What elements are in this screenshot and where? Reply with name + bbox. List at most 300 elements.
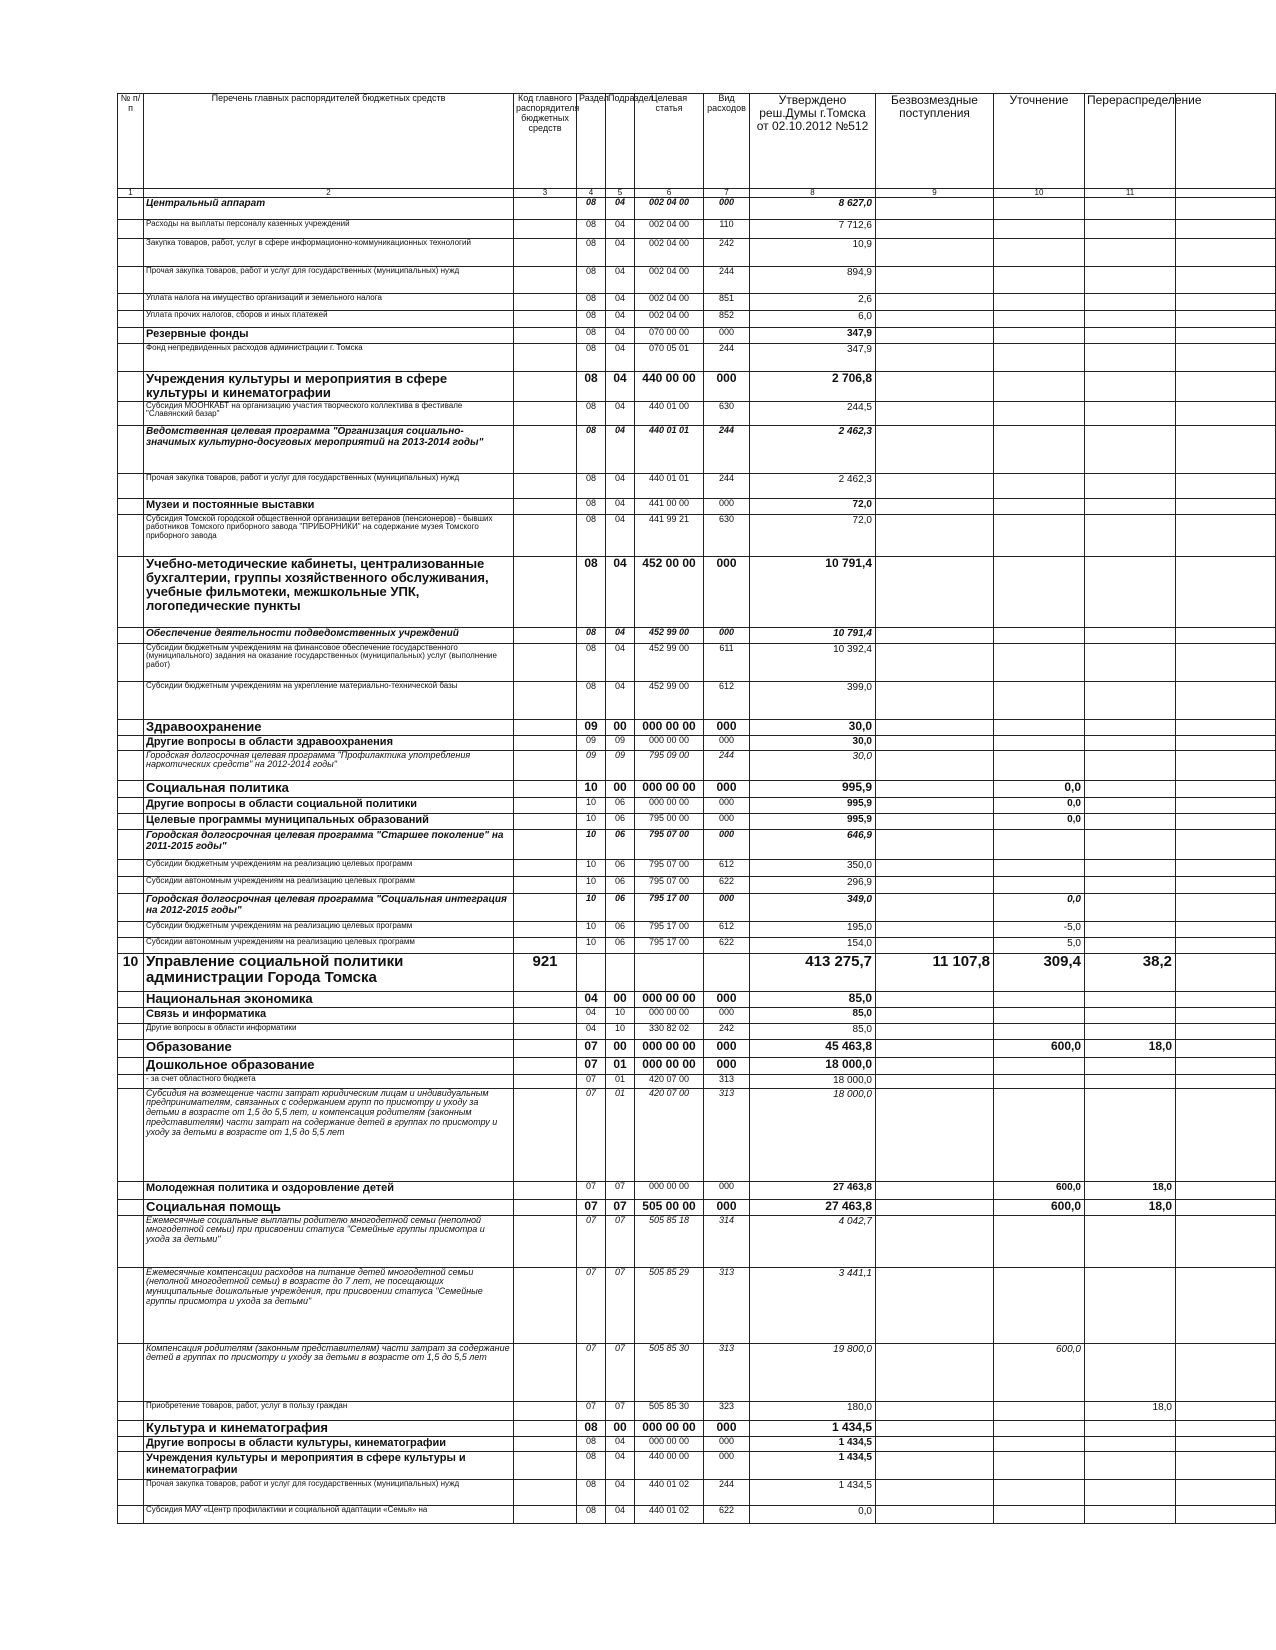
row-clarify <box>994 1074 1085 1088</box>
row-redistr <box>1085 921 1176 937</box>
row-redistr <box>1085 735 1176 750</box>
row-number <box>118 876 144 893</box>
row-code <box>514 750 577 780</box>
row-free <box>876 893 994 921</box>
row-target: 505 00 00 <box>635 1199 704 1215</box>
row-target: 440 01 01 <box>635 425 704 473</box>
row-free <box>876 735 994 750</box>
row-number <box>118 514 144 556</box>
row-podrazdel: 00 <box>606 991 635 1007</box>
row-free <box>876 1479 994 1505</box>
table-row <box>118 311 1276 328</box>
row-clarify: 0,0 <box>994 813 1085 829</box>
row-target: 420 07 00 <box>635 1074 704 1088</box>
row-code <box>514 1039 577 1057</box>
row-number <box>118 328 144 344</box>
row-name: Резервные фонды <box>144 328 514 344</box>
row-number <box>118 627 144 643</box>
row-razdel: 08 <box>577 1420 606 1436</box>
row-vid: 000 <box>704 735 750 750</box>
row-free <box>876 1215 994 1267</box>
row-approved: 244,5 <box>750 401 876 425</box>
row-code <box>514 1479 577 1505</box>
header-redistr: Перераспределение <box>1085 94 1176 189</box>
row-podrazdel: 07 <box>606 1343 635 1401</box>
row-podrazdel: 09 <box>606 750 635 780</box>
row-free <box>876 937 994 953</box>
row-name: Музеи и постоянные выставки <box>144 498 514 514</box>
row-extra <box>1176 750 1276 780</box>
row-razdel: 07 <box>577 1039 606 1057</box>
row-extra <box>1176 1023 1276 1039</box>
row-name: Закупка товаров, работ, услуг в сфере информационно-коммуникационных технологий <box>144 239 514 267</box>
row-approved: 2 462,3 <box>750 425 876 473</box>
table-row <box>118 813 1276 829</box>
row-name: Социальная помощь <box>144 1199 514 1215</box>
row-code <box>514 1401 577 1420</box>
row-extra <box>1176 1479 1276 1505</box>
row-redistr <box>1085 425 1176 473</box>
row-name: Фонд непредвиденных расходов администрации г. Томска <box>144 344 514 372</box>
row-razdel <box>577 953 606 991</box>
row-extra <box>1176 797 1276 813</box>
table-row <box>118 328 1276 344</box>
col-number: 3 <box>514 189 577 198</box>
row-clarify <box>994 498 1085 514</box>
row-number <box>118 239 144 267</box>
row-free <box>876 498 994 514</box>
row-redistr <box>1085 780 1176 797</box>
table-row <box>118 643 1276 681</box>
row-approved: 3 441,1 <box>750 1267 876 1343</box>
row-target: 440 00 00 <box>635 372 704 402</box>
row-code <box>514 1074 577 1088</box>
row-number <box>118 1479 144 1505</box>
row-redistr <box>1085 1505 1176 1523</box>
row-name: Дошкольное образование <box>144 1057 514 1074</box>
row-vid: 000 <box>704 627 750 643</box>
row-target: 440 01 02 <box>635 1505 704 1523</box>
table-row <box>118 1436 1276 1451</box>
row-extra <box>1176 425 1276 473</box>
row-target: 000 00 00 <box>635 991 704 1007</box>
row-code <box>514 473 577 498</box>
row-approved: 347,9 <box>750 328 876 344</box>
row-razdel: 07 <box>577 1343 606 1401</box>
row-name: Компенсация родителям (законным представителям) части затрат за содержание детей в группах по присмотру и уходу за детьми в возрасте от 1,5 до 5,5 лет <box>144 1343 514 1401</box>
table-row <box>118 921 1276 937</box>
row-clarify <box>994 556 1085 627</box>
row-redistr <box>1085 473 1176 498</box>
row-podrazdel: 10 <box>606 1023 635 1039</box>
row-podrazdel: 06 <box>606 921 635 937</box>
row-razdel: 07 <box>577 1181 606 1199</box>
row-vid: 000 <box>704 1436 750 1451</box>
row-code <box>514 921 577 937</box>
row-clarify: 5,0 <box>994 937 1085 953</box>
row-clarify <box>994 1479 1085 1505</box>
row-clarify <box>994 220 1085 239</box>
table-row <box>118 1505 1276 1523</box>
row-free <box>876 859 994 876</box>
row-code <box>514 344 577 372</box>
row-extra <box>1176 311 1276 328</box>
row-clarify <box>994 198 1085 220</box>
row-podrazdel: 04 <box>606 556 635 627</box>
row-code <box>514 643 577 681</box>
row-podrazdel: 00 <box>606 1420 635 1436</box>
row-approved: 180,0 <box>750 1401 876 1420</box>
row-approved: 27 463,8 <box>750 1199 876 1215</box>
row-clarify <box>994 1023 1085 1039</box>
row-clarify <box>994 311 1085 328</box>
row-target: 000 00 00 <box>635 1436 704 1451</box>
row-extra <box>1176 1199 1276 1215</box>
row-number <box>118 556 144 627</box>
row-redistr: 18,0 <box>1085 1181 1176 1199</box>
row-podrazdel: 07 <box>606 1267 635 1343</box>
row-vid: 000 <box>704 1039 750 1057</box>
row-name: Ведомственная целевая программа "Организация социально-значимых культурно-досуговых мероприятий на 2013-2014 годы" <box>144 425 514 473</box>
row-vid: 244 <box>704 425 750 473</box>
row-extra <box>1176 1343 1276 1401</box>
row-redistr <box>1085 328 1176 344</box>
row-target: 505 85 29 <box>635 1267 704 1343</box>
row-vid: 000 <box>704 893 750 921</box>
row-razdel: 08 <box>577 239 606 267</box>
header-code: Код главного распорядителя бюджетных средств <box>514 94 577 189</box>
row-redistr <box>1085 719 1176 735</box>
row-clarify <box>994 1215 1085 1267</box>
row-approved: 399,0 <box>750 681 876 719</box>
row-approved: 19 800,0 <box>750 1343 876 1401</box>
row-target: 000 00 00 <box>635 780 704 797</box>
row-razdel: 08 <box>577 267 606 294</box>
row-approved: 0,0 <box>750 1505 876 1523</box>
row-razdel: 10 <box>577 813 606 829</box>
row-clarify <box>994 719 1085 735</box>
row-extra <box>1176 1074 1276 1088</box>
row-name: Молодежная политика и оздоровление детей <box>144 1181 514 1199</box>
row-clarify: 600,0 <box>994 1199 1085 1215</box>
row-redistr <box>1085 1023 1176 1039</box>
row-vid: 313 <box>704 1088 750 1181</box>
row-code <box>514 829 577 859</box>
row-code <box>514 1451 577 1479</box>
header-name: Перечень главных распорядителей бюджетных средств <box>144 94 514 189</box>
row-target: 002 04 00 <box>635 198 704 220</box>
row-redistr: 18,0 <box>1085 1401 1176 1420</box>
row-target: 440 00 00 <box>635 1451 704 1479</box>
row-free <box>876 627 994 643</box>
row-number <box>118 1420 144 1436</box>
table-row <box>118 401 1276 425</box>
row-razdel: 08 <box>577 294 606 311</box>
row-free <box>876 1088 994 1181</box>
row-number <box>118 1007 144 1023</box>
row-approved: 27 463,8 <box>750 1181 876 1199</box>
table-row <box>118 473 1276 498</box>
row-number <box>118 813 144 829</box>
row-redistr: 18,0 <box>1085 1039 1176 1057</box>
row-number <box>118 780 144 797</box>
row-approved: 2,6 <box>750 294 876 311</box>
row-name: Субсидии бюджетным учреждениям на финансовое обеспечение государственного (муниципального) задания на оказание государственных (муниципальных) услуг (выполнение работ) <box>144 643 514 681</box>
row-number <box>118 498 144 514</box>
row-vid: 242 <box>704 239 750 267</box>
row-extra <box>1176 921 1276 937</box>
row-vid: 313 <box>704 1343 750 1401</box>
row-vid: 244 <box>704 750 750 780</box>
row-razdel: 08 <box>577 328 606 344</box>
row-target: 795 17 00 <box>635 893 704 921</box>
row-podrazdel: 00 <box>606 1039 635 1057</box>
row-vid: 000 <box>704 1007 750 1023</box>
row-name: Управление социальной политики администрации Города Томска <box>144 953 514 991</box>
row-free <box>876 372 994 402</box>
row-free <box>876 344 994 372</box>
row-free <box>876 425 994 473</box>
row-code <box>514 372 577 402</box>
table-row <box>118 1479 1276 1505</box>
row-name: Городская долгосрочная целевая программа "Профилактика употребления наркотических средств" на 2012-2014 годы" <box>144 750 514 780</box>
row-number <box>118 893 144 921</box>
row-free <box>876 239 994 267</box>
row-clarify: 309,4 <box>994 953 1085 991</box>
row-free <box>876 780 994 797</box>
row-vid: 630 <box>704 514 750 556</box>
row-extra <box>1176 1215 1276 1267</box>
row-name: Здравоохранение <box>144 719 514 735</box>
row-extra <box>1176 1420 1276 1436</box>
row-approved: 1 434,5 <box>750 1451 876 1479</box>
row-podrazdel: 04 <box>606 220 635 239</box>
row-vid: 612 <box>704 921 750 937</box>
row-code: 921 <box>514 953 577 991</box>
row-code <box>514 425 577 473</box>
row-redistr <box>1085 220 1176 239</box>
row-razdel: 09 <box>577 719 606 735</box>
row-free <box>876 1057 994 1074</box>
row-target: 505 85 30 <box>635 1401 704 1420</box>
row-number <box>118 1039 144 1057</box>
header-extra <box>1176 94 1276 189</box>
row-name: Связь и информатика <box>144 1007 514 1023</box>
row-name: Социальная политика <box>144 780 514 797</box>
row-vid: 000 <box>704 1057 750 1074</box>
row-number <box>118 311 144 328</box>
row-name: Субсидии автономным учреждениям на реализацию целевых программ <box>144 876 514 893</box>
row-code <box>514 1088 577 1181</box>
budget-table <box>117 93 1276 1524</box>
row-number <box>118 719 144 735</box>
row-approved: 8 627,0 <box>750 198 876 220</box>
row-vid: 622 <box>704 937 750 953</box>
row-vid: 000 <box>704 498 750 514</box>
row-extra <box>1176 643 1276 681</box>
row-code <box>514 311 577 328</box>
row-extra <box>1176 239 1276 267</box>
row-number <box>118 1436 144 1451</box>
row-approved: 18 000,0 <box>750 1088 876 1181</box>
row-code <box>514 556 577 627</box>
row-redistr <box>1085 311 1176 328</box>
row-clarify <box>994 473 1085 498</box>
table-row <box>118 953 1276 991</box>
table-row <box>118 1401 1276 1420</box>
table-row <box>118 797 1276 813</box>
row-number <box>118 1199 144 1215</box>
row-code <box>514 239 577 267</box>
row-target: 070 00 00 <box>635 328 704 344</box>
row-redistr <box>1085 498 1176 514</box>
row-number <box>118 937 144 953</box>
row-free <box>876 311 994 328</box>
row-approved: 85,0 <box>750 1023 876 1039</box>
row-target: 002 04 00 <box>635 239 704 267</box>
row-podrazdel: 04 <box>606 328 635 344</box>
row-redistr <box>1085 344 1176 372</box>
row-redistr <box>1085 401 1176 425</box>
row-target: 000 00 00 <box>635 1007 704 1023</box>
row-number <box>118 198 144 220</box>
row-vid: 622 <box>704 876 750 893</box>
row-target: 000 00 00 <box>635 1057 704 1074</box>
row-razdel: 10 <box>577 829 606 859</box>
table-row <box>118 294 1276 311</box>
row-name: Субсидии автономным учреждениям на реализацию целевых программ <box>144 937 514 953</box>
column-number-row <box>118 189 1276 198</box>
row-number <box>118 643 144 681</box>
row-clarify <box>994 401 1085 425</box>
row-free <box>876 797 994 813</box>
row-razdel: 08 <box>577 198 606 220</box>
row-number <box>118 735 144 750</box>
row-approved: 7 712,6 <box>750 220 876 239</box>
row-podrazdel <box>606 953 635 991</box>
budget-table-sheet <box>117 93 1275 1650</box>
row-redistr <box>1085 991 1176 1007</box>
row-approved: 995,9 <box>750 780 876 797</box>
row-razdel: 07 <box>577 1199 606 1215</box>
row-name: Расходы на выплаты персоналу казенных учреждений <box>144 220 514 239</box>
row-number <box>118 294 144 311</box>
row-free <box>876 1199 994 1215</box>
row-target: 070 05 01 <box>635 344 704 372</box>
row-podrazdel: 06 <box>606 876 635 893</box>
table-row <box>118 1267 1276 1343</box>
row-name: Учреждения культуры и мероприятия в сфере культуры и кинематографии <box>144 372 514 402</box>
row-name: Учебно-методические кабинеты, централизованные бухгалтерии, группы хозяйственного обслуживания, учебные фильмотеки, межшкольные УПК, логопедические пункты <box>144 556 514 627</box>
row-name: Субсидии бюджетным учреждениям на укрепление материально-технической базы <box>144 681 514 719</box>
row-podrazdel: 06 <box>606 859 635 876</box>
row-approved: 1 434,5 <box>750 1420 876 1436</box>
row-razdel: 04 <box>577 1007 606 1023</box>
row-approved: 4 042,7 <box>750 1215 876 1267</box>
row-razdel: 10 <box>577 797 606 813</box>
table-row <box>118 239 1276 267</box>
col-number: 2 <box>144 189 514 198</box>
row-extra <box>1176 937 1276 953</box>
row-podrazdel: 04 <box>606 643 635 681</box>
table-row <box>118 780 1276 797</box>
row-vid: 622 <box>704 1505 750 1523</box>
row-clarify <box>994 1267 1085 1343</box>
header-num: № п/п <box>118 94 144 189</box>
row-razdel: 08 <box>577 344 606 372</box>
row-extra <box>1176 1267 1276 1343</box>
row-number <box>118 1074 144 1088</box>
row-code <box>514 514 577 556</box>
row-extra <box>1176 372 1276 402</box>
row-target: 002 04 00 <box>635 294 704 311</box>
row-free <box>876 1436 994 1451</box>
row-podrazdel: 04 <box>606 372 635 402</box>
row-vid: 244 <box>704 267 750 294</box>
row-podrazdel: 01 <box>606 1088 635 1181</box>
row-vid: 000 <box>704 829 750 859</box>
row-free <box>876 1039 994 1057</box>
row-target: 000 00 00 <box>635 719 704 735</box>
row-podrazdel: 10 <box>606 1007 635 1023</box>
row-vid: 244 <box>704 1479 750 1505</box>
table-row <box>118 681 1276 719</box>
col-number: 8 <box>750 189 876 198</box>
row-number <box>118 1215 144 1267</box>
row-code <box>514 1023 577 1039</box>
row-podrazdel: 07 <box>606 1401 635 1420</box>
row-target: 420 07 00 <box>635 1088 704 1181</box>
col-number: 7 <box>704 189 750 198</box>
row-number <box>118 1057 144 1074</box>
row-extra <box>1176 859 1276 876</box>
row-target: 795 00 00 <box>635 813 704 829</box>
row-approved: 10 392,4 <box>750 643 876 681</box>
row-number <box>118 1181 144 1199</box>
row-approved: 1 434,5 <box>750 1479 876 1505</box>
table-row <box>118 372 1276 402</box>
row-razdel: 04 <box>577 991 606 1007</box>
row-clarify <box>994 425 1085 473</box>
row-number <box>118 1088 144 1181</box>
row-free <box>876 643 994 681</box>
row-free <box>876 991 994 1007</box>
row-free <box>876 1343 994 1401</box>
row-number <box>118 1451 144 1479</box>
row-target: 000 00 00 <box>635 1420 704 1436</box>
table-row <box>118 198 1276 220</box>
row-razdel: 07 <box>577 1074 606 1088</box>
row-clarify <box>994 681 1085 719</box>
row-approved: 646,9 <box>750 829 876 859</box>
row-extra <box>1176 220 1276 239</box>
row-name: Субсидия Томской городской общественной организации ветеранов (пенсионеров) - бывших работников Томского приборного завода "ПРИБОРНИКИ" на содержание музея Томского приборного завода <box>144 514 514 556</box>
row-free <box>876 401 994 425</box>
row-clarify <box>994 1420 1085 1436</box>
row-redistr <box>1085 1074 1176 1088</box>
row-vid: 242 <box>704 1023 750 1039</box>
table-row <box>118 1215 1276 1267</box>
row-name: Учреждения культуры и мероприятия в сфере культуры и кинематографии <box>144 1451 514 1479</box>
row-target: 440 01 01 <box>635 473 704 498</box>
row-razdel: 08 <box>577 681 606 719</box>
row-name: Городская долгосрочная целевая программа "Старшее поколение" на 2011-2015 годы" <box>144 829 514 859</box>
row-approved: 154,0 <box>750 937 876 953</box>
row-target: 440 01 00 <box>635 401 704 425</box>
row-clarify <box>994 1401 1085 1420</box>
row-redistr: 18,0 <box>1085 1199 1176 1215</box>
table-row <box>118 1343 1276 1401</box>
